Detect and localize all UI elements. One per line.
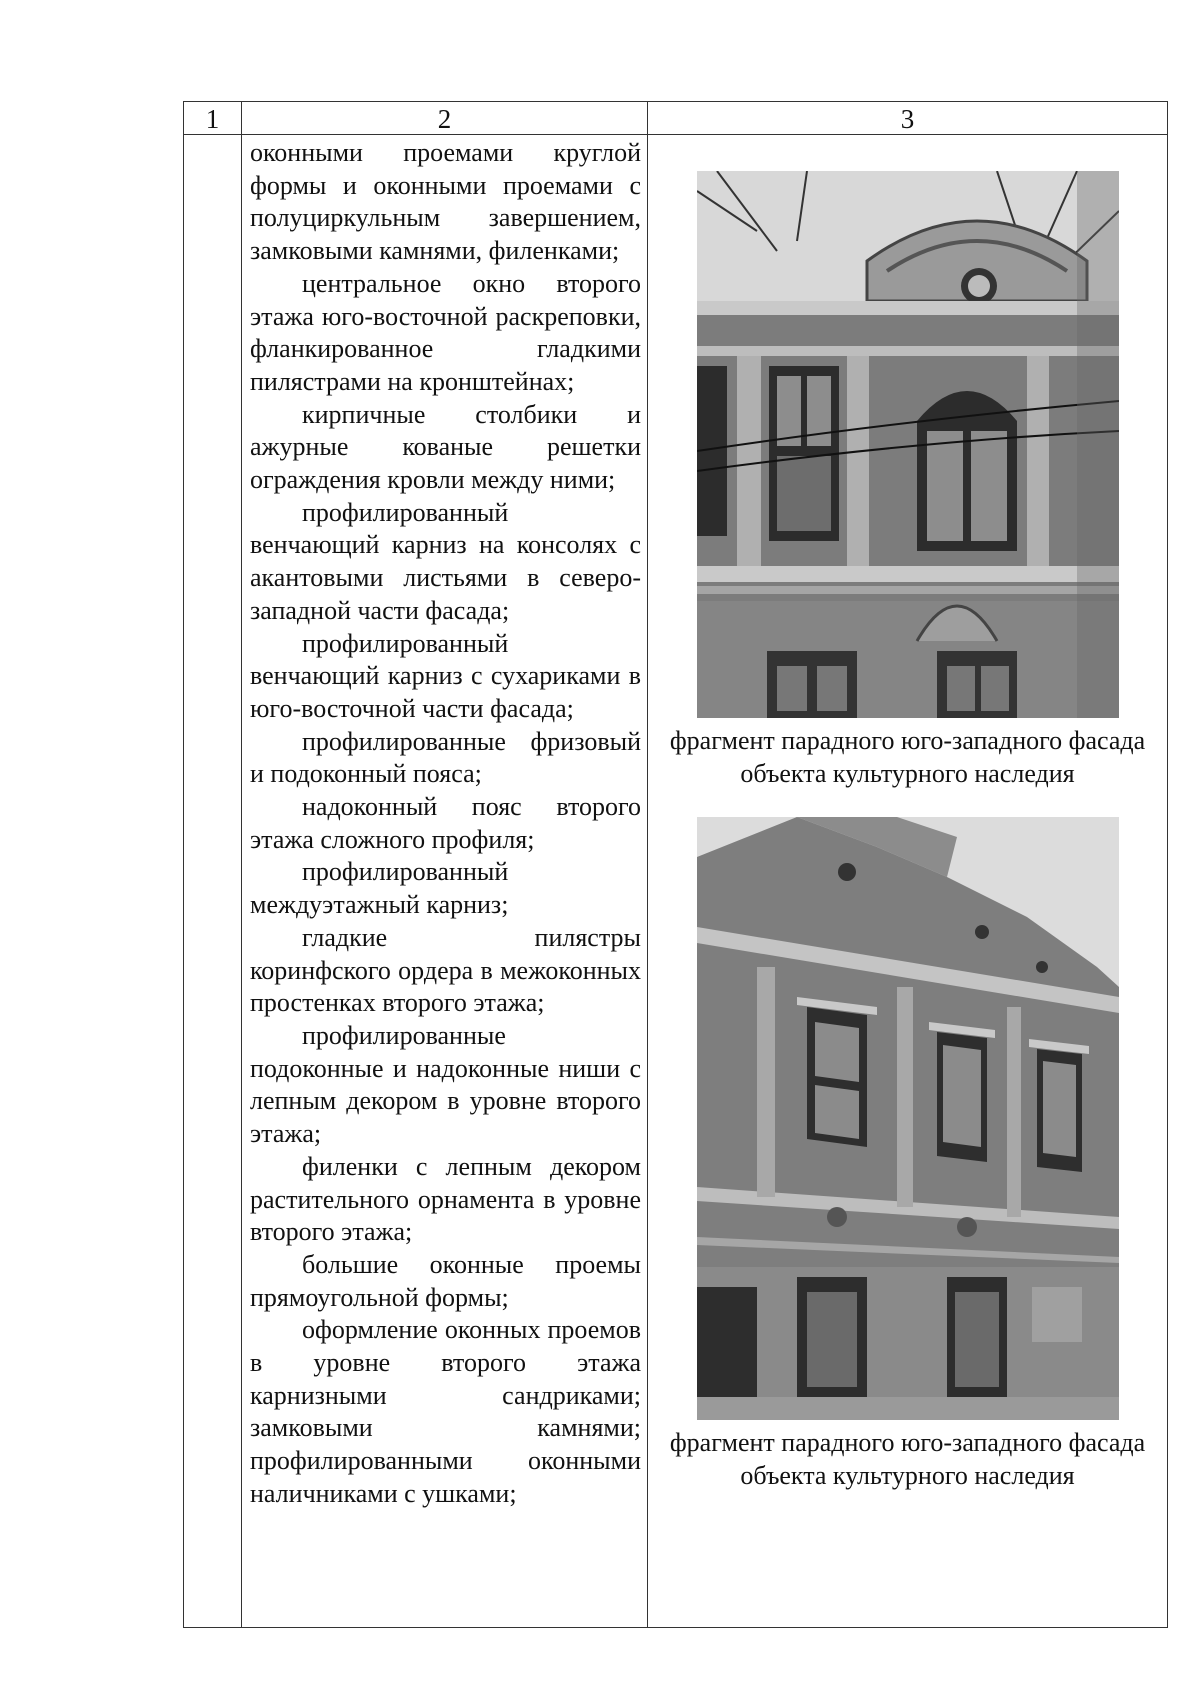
header-cell-3: 3	[648, 102, 1168, 135]
list-item: надоконный пояс второго этажа сложного профиля;	[250, 792, 641, 854]
photo-cell	[648, 135, 1168, 1628]
list-item: профилированный венчающий карниз на консолях с акантовыми листьями в северо-западной части фасада;	[250, 497, 641, 625]
protected-elements-list	[250, 135, 641, 1511]
row-number-cell	[184, 135, 242, 1628]
list-item: филенки с лепным декором растительного орнамента в уровне второго этажа;	[250, 1151, 641, 1247]
facade-photo-1	[697, 171, 1119, 718]
header-cell-2: 2	[242, 102, 648, 135]
list-item: большие оконные проемы прямоугольной формы;	[250, 1249, 641, 1312]
photo-caption-2: фрагмент парадного юго-западного фасада объекта культурного наследия	[669, 1428, 1146, 1490]
list-item: кирпичные столбики и ажурные кованые решетки ограждения кровли между ними;	[250, 399, 641, 495]
list-item: профилированный венчающий карниз с сухариками в юго-восточной части фасада;	[250, 628, 641, 723]
list-item: гладкие пилястры коринфского ордера в межоконных простенках второго этажа;	[250, 922, 641, 1018]
list-item: профилированные подоконные и надоконные ниши с лепным декором в уровне второго этажа;	[250, 1020, 641, 1149]
table-row	[184, 135, 1168, 1628]
heritage-elements-table	[183, 101, 1168, 1628]
list-item: профилированные фризовый и подоконный пояса;	[250, 726, 641, 789]
list-item: профилированный междуэтажный карниз;	[250, 857, 509, 920]
photo-caption-1: фрагмент парадного юго-западного фасада объекта культурного наследия	[669, 726, 1146, 788]
figure-1	[648, 171, 1167, 790]
figure-2	[648, 817, 1167, 1492]
header-row	[184, 102, 1168, 135]
list-item: оконными проемами круглой формы и оконными проемами с полуциркульным завершением, замковыми камнями, филенками;	[250, 138, 641, 266]
facade-photo-2	[697, 817, 1119, 1420]
list-item: центральное окно второго этажа юго-восточной раскреповки, фланкированное гладкими пилястрами на кронштейнах;	[250, 268, 641, 396]
header-cell-1: 1	[184, 102, 242, 135]
description-cell	[242, 135, 648, 1628]
list-item: оформление оконных проемов в уровне второго этажа карнизными сандриками; замковыми камнями; профилированными оконными наличниками с ушками;	[250, 1315, 641, 1508]
